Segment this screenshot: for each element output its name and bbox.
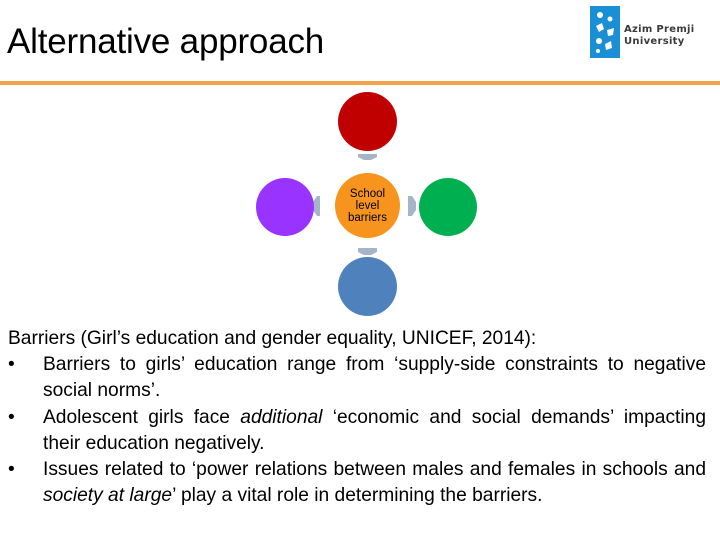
logo-line-1: Azim Premji	[624, 24, 695, 35]
bullet-item	[8, 457, 706, 509]
bullet-text: ’ play a vital role in determining the barriers.	[172, 485, 543, 507]
slide-title: Alternative approach	[7, 22, 325, 61]
center-node	[335, 173, 400, 238]
connector-right	[408, 196, 416, 216]
center-node-label: School level barriers	[348, 187, 387, 224]
slide-body	[8, 326, 706, 509]
connector-bottom	[358, 248, 377, 255]
bullet-text: ‘economic and social demands’ impacting their education negatively.	[43, 406, 706, 454]
bullet-text: Barriers to girls’ education range from ‘supply-side constraints to negative social norms’.	[43, 354, 706, 402]
left-node	[256, 178, 314, 236]
barriers-diagram	[240, 92, 485, 320]
bullet-marker: •	[8, 459, 15, 481]
bullet-marker: •	[8, 406, 15, 428]
connector-top	[358, 154, 377, 160]
bullet-item	[8, 352, 706, 404]
logo-mark-icon	[590, 6, 620, 58]
bullet-emphasis: society at large	[43, 485, 173, 507]
logo-line-2: University	[624, 36, 685, 47]
bullet-item	[8, 405, 706, 457]
right-node	[419, 178, 477, 236]
title-underline	[0, 81, 720, 85]
bottom-node	[338, 257, 397, 316]
bullet-emphasis: additional	[240, 406, 323, 428]
top-node	[338, 92, 397, 151]
bullet-text: Adolescent girls face	[43, 406, 241, 428]
bullet-text: Issues related to ‘power relations between males and females in schools and	[43, 459, 706, 481]
barriers-heading: Barriers (Girl’s education and gender equality, UNICEF, 2014):	[8, 328, 537, 349]
connector-left	[313, 196, 320, 216]
university-logo	[590, 6, 694, 58]
logo-wordmark	[624, 24, 695, 48]
bullet-marker: •	[8, 354, 15, 376]
barriers-list	[8, 352, 706, 509]
